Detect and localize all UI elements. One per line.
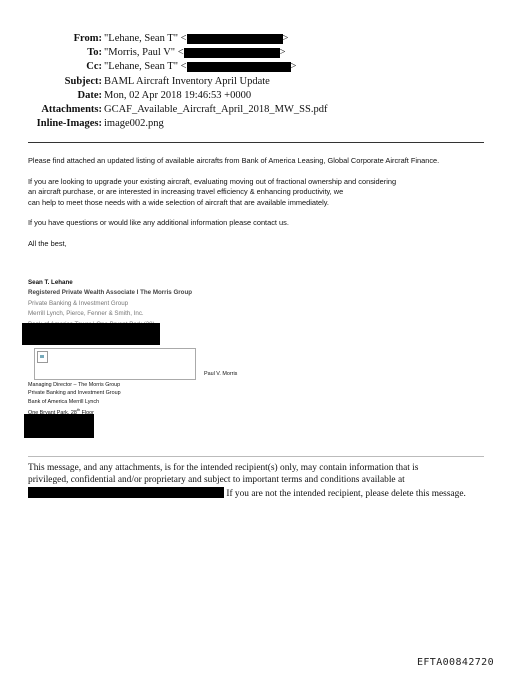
from-label: From: — [73, 33, 102, 44]
signature-block-2 — [28, 381, 121, 417]
header-divider — [28, 142, 484, 143]
to-row — [0, 46, 512, 60]
inline-images-row — [0, 117, 512, 131]
email-header — [0, 32, 512, 131]
inline-images-label: Inline-Images: — [36, 118, 102, 130]
redaction — [184, 48, 280, 58]
closing: All the best, — [28, 238, 67, 248]
redaction — [28, 487, 224, 498]
disclaimer-line: privileged, confidential and/or proprietary and subject to important terms and conditions available at — [28, 475, 405, 486]
attachments-value: GCAF_Available_Aircraft_April_2018_MW_SS.pdf — [104, 103, 328, 115]
inline-images-value: image002.png — [104, 118, 164, 130]
cc-value: "Lehane, Sean T" < > — [104, 61, 297, 73]
email-body — [28, 156, 468, 250]
body-paragraph: If you have questions or would like any additional information please contact us. — [28, 218, 289, 228]
disclaimer-line: This message, and any attachments, is for the intended recipient(s) only, may contain information that is — [28, 463, 419, 473]
attachments-label: Attachments: — [41, 103, 102, 115]
subject-label: Subject: — [64, 75, 102, 87]
signature-line: Private Banking & Investment Group — [28, 299, 129, 307]
document-id: EFTA00842720 — [416, 657, 494, 668]
cc-row — [0, 60, 512, 74]
signature-line: Merrill Lynch, Pierce, Fenner & Smith, Inc. — [28, 310, 144, 318]
from-value: "Lehane, Sean T" < > — [104, 33, 289, 44]
body-paragraph: Please find attached an updated listing of available aircrafts from Bank of America Leasing, Global Corporate Aircraft Finance. — [28, 156, 440, 165]
from-row — [0, 32, 512, 46]
cc-label: Cc: — [86, 61, 102, 73]
inline-image-placeholder — [34, 348, 196, 380]
signature-address: th — [76, 407, 81, 413]
image-caption: Paul V. Morris — [204, 371, 238, 377]
disclaimer-line: If you are not the intended recipient, please delete this message. — [28, 487, 488, 500]
body-paragraph: If you are looking to upgrade your existing aircraft, evaluating moving out of fractional ownership and considering an aircraft purchase, or are interested in increasing travel efficiency & enhancing productivity, we can help to meet those needs with a wide selection of aircraft that are available immediately. — [28, 176, 397, 207]
broken-image-icon — [37, 351, 48, 363]
disclaimer-divider — [28, 456, 484, 457]
signature-name: Sean T. Lehane — [28, 279, 73, 286]
date-label: Date: — [77, 89, 102, 101]
signature-line: Managing Director – The Morris Group — [28, 382, 121, 388]
signature-line: Bank of America Merrill Lynch — [28, 398, 100, 405]
subject-value: BAML Aircraft Inventory April Update — [104, 75, 270, 87]
redaction — [187, 62, 291, 72]
disclaimer — [28, 462, 488, 500]
subject-row — [0, 75, 512, 89]
redaction — [187, 34, 283, 44]
attachments-row — [0, 103, 512, 117]
to-value: "Morris, Paul V" < > — [104, 47, 286, 59]
date-row — [0, 89, 512, 103]
to-label: To: — [87, 47, 102, 59]
signature-title: Registered Private Wealth Associate I The Morris Group — [28, 289, 193, 297]
signature-line: Private Banking and Investment Group — [28, 390, 121, 397]
redaction — [24, 414, 94, 438]
date-value: Mon, 02 Apr 2018 19:46:53 +0000 — [104, 89, 252, 101]
redaction — [22, 323, 160, 345]
